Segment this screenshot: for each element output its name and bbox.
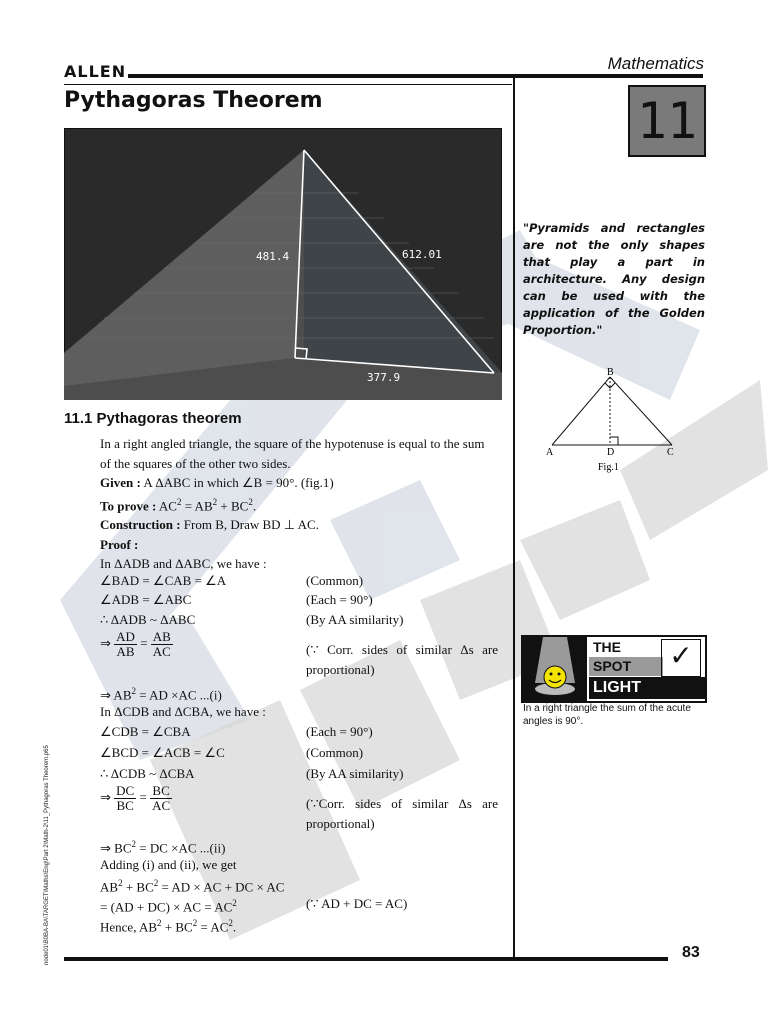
conclusion-line: Hence, $AB^2 + BC^2 = AC^2$. xyxy=(100,918,237,935)
sum-line-1: $AB^2 + BC^2$ = AD × AC + DC × AC xyxy=(100,878,285,895)
column-divider xyxy=(513,78,515,958)
spotlight-spot: SPOT xyxy=(589,657,663,676)
proof-reason-4: (∵ Corr. sides of similar Δs are proportional) xyxy=(306,642,498,677)
prove-line: To prove : $AC^2 = AB^2 + BC^2$. xyxy=(100,496,257,513)
checkmark-icon: ✓ xyxy=(661,639,701,677)
title-rule xyxy=(64,84,512,85)
proof-reason-7: (By AA similarity) xyxy=(306,766,404,781)
section-heading: 11.1 Pythagoras theorem xyxy=(64,410,242,427)
spotlight-icon xyxy=(523,637,587,701)
sum-line-2: = (AD + DC) × AC = $AC^2$ xyxy=(100,898,237,915)
given-text: A ΔABC in which ∠B = 90°. (fig.1) xyxy=(140,475,334,490)
construction-text: From B, Draw BD ⊥ AC. xyxy=(180,517,319,533)
proof-statement-7: ∴ ΔCDB ~ ΔCBA xyxy=(100,766,195,781)
spotlight-box xyxy=(521,635,707,703)
construction-line xyxy=(100,515,505,535)
point-b: B xyxy=(607,367,614,378)
proof-statement-6: ∠BCD = ∠ACB = ∠C xyxy=(100,745,225,760)
page-number: 83 xyxy=(682,944,700,961)
footer-rule xyxy=(64,957,668,961)
subject-title: Mathematics xyxy=(607,54,704,73)
construction-label: Construction : xyxy=(100,517,181,533)
proof-reason-2: (Each = 90°) xyxy=(306,592,373,607)
chapter-number: 11 xyxy=(628,85,706,157)
proof-reason-5: (Each = 90°) xyxy=(306,724,373,739)
proof-statement-5: ∠CDB = ∠CBA xyxy=(100,724,191,739)
proof-reason-6: (Common) xyxy=(306,745,364,760)
label-hypotenuse: 612.01 xyxy=(402,248,442,261)
equation-ii: ⇒ $BC^2$ = DC ×AC ...(ii) xyxy=(100,839,226,856)
page-title: Pythagoras Theorem xyxy=(64,88,323,113)
intro-line-1: In a right angled triangle, the square of the hypotenuse is equal to the sum xyxy=(100,436,485,451)
point-d: D xyxy=(607,447,615,458)
proof-statement-1: ∠BAD = ∠CAB = ∠A xyxy=(100,573,227,588)
header-rule xyxy=(128,74,703,78)
label-base: 377.9 xyxy=(367,371,401,384)
proof-reason-3: (By AA similarity) xyxy=(306,612,404,627)
point-c: C xyxy=(667,447,674,458)
proof-statement-2: ∠ADB = ∠ABC xyxy=(100,592,192,607)
intro-line-2: of the squares of the other two sides. xyxy=(100,455,291,471)
figure-1 xyxy=(540,365,690,475)
spotlight-light: LIGHT xyxy=(589,677,705,699)
prove-label: To prove : xyxy=(100,497,157,513)
spotlight-the: THE xyxy=(593,639,621,655)
pyramid-photo xyxy=(64,128,502,400)
proportion-2: ⇒ $\frac{DC}{BC}$ = $\frac{BC}{AC}$ xyxy=(100,783,171,813)
proof-intro-1: In ΔADB and ΔABC, we have : xyxy=(100,556,267,572)
side-quote: "Pyramids and rectangles are not the only shapes that play a part in architecture. Any design can be used with the application of the Golden Proportion." xyxy=(523,221,705,337)
adding-line: Adding (i) and (ii), we get xyxy=(100,857,237,872)
proof-reason-9: (∵ AD + DC = AC) xyxy=(306,896,408,911)
spotlight-text: In a right triangle the sum of the acute angles is 90°. xyxy=(523,703,691,727)
given-line xyxy=(100,473,505,493)
proportion-1: ⇒ $\frac{AD}{AB}$ = $\frac{AB}{AC}$ xyxy=(100,629,171,659)
proof-label: Proof : xyxy=(100,536,139,552)
proof-intro-2: In ΔCDB and ΔCBA, we have : xyxy=(100,704,266,719)
label-height: 481.4 xyxy=(256,250,290,263)
body-column xyxy=(100,434,505,574)
equation-i: ⇒ $AB^2$ = AD ×AC ...(i) xyxy=(100,686,222,703)
given-label: Given : xyxy=(100,475,141,490)
file-path: node01\B0BA-BA\TARGET\Maths\Eng\Part 2\Math-2\11_Pythagoras Theorem.p65 xyxy=(44,745,50,965)
proof-reason-8: (∵Corr. sides of similar Δs are proportional) xyxy=(306,796,498,831)
brand-logo: ALLEN xyxy=(64,62,127,81)
proof-statement-3: ∴ ΔADB ~ ΔABC xyxy=(100,612,196,627)
proof-reason-1: (Common) xyxy=(306,573,364,588)
point-a: A xyxy=(546,447,554,458)
figure-caption: Fig.1 xyxy=(598,462,619,473)
